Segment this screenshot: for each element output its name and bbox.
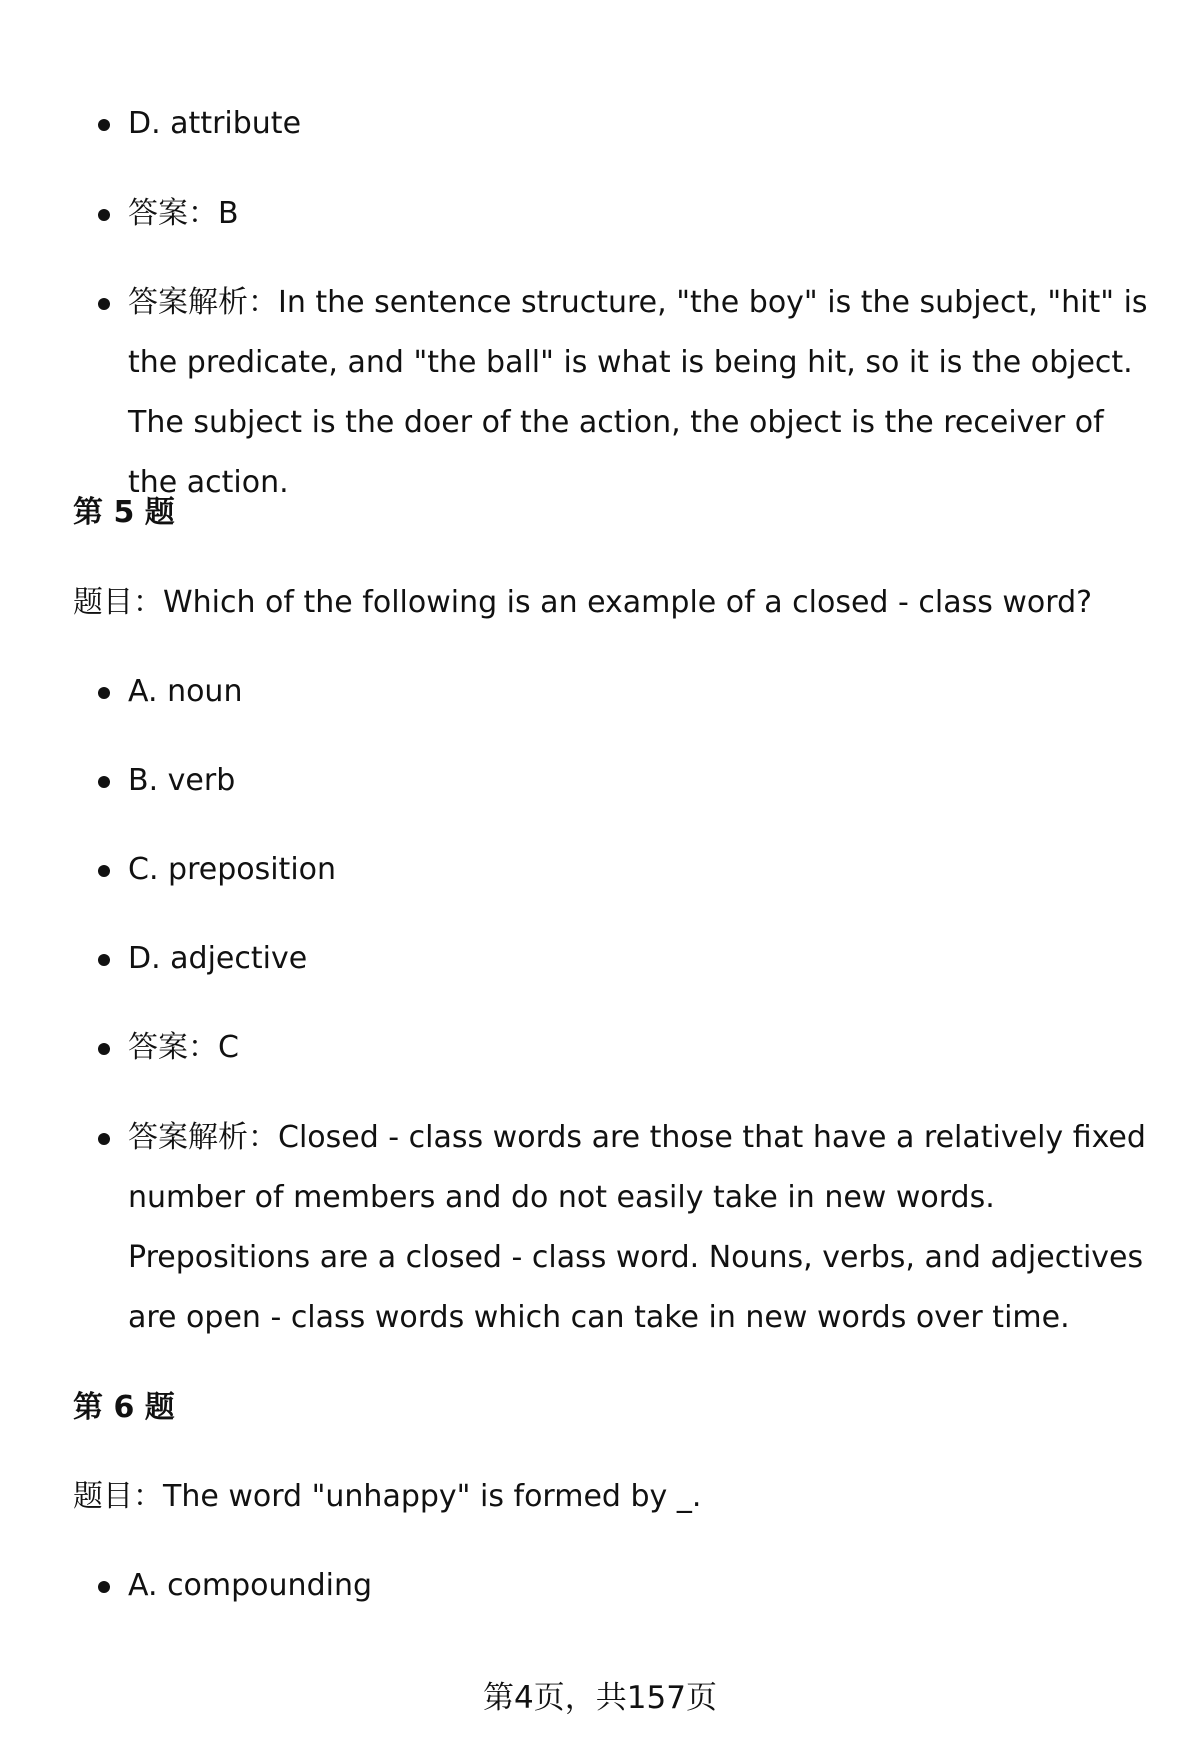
bullet-icon — [98, 209, 110, 221]
question-6-prompt: 题目：The word "unhappy" is formed by _. — [73, 1479, 702, 1514]
option-text: A. noun — [128, 674, 243, 709]
answer-text: 答案：B — [128, 196, 239, 231]
option-text: A. compounding — [128, 1568, 372, 1603]
explanation-item — [128, 1108, 1148, 1348]
option-a — [128, 1556, 1148, 1616]
page-number-footer: 第4页，共157页 — [483, 1680, 717, 1716]
question-6-heading: 第 6 题 — [73, 1390, 175, 1425]
explanation-text: 答案解析：Closed - class words are those that have a relatively fixed number of members and do not easily take in new words. Prepositions are a closed - class word. Nouns, verbs, and adjectives are open - class words which can take in new words over time. — [128, 1120, 1146, 1335]
bullet-icon — [98, 119, 110, 131]
option-text: D. adjective — [128, 941, 308, 976]
bullet-icon — [98, 298, 110, 310]
option-text: C. preposition — [128, 852, 337, 887]
question-5-heading: 第 5 题 — [73, 495, 175, 530]
bullet-icon — [98, 865, 110, 877]
answer-item — [128, 184, 1148, 244]
bullet-icon — [98, 954, 110, 966]
option-text: D. attribute — [128, 106, 302, 141]
answer-text: 答案：C — [128, 1030, 239, 1065]
option-c — [128, 840, 1148, 900]
explanation-text: 答案解析：In the sentence structure, "the boy" is the subject, "hit" is the predicate, and "the ball" is what is being hit, so it is the object. The subject is the doer of the action, the object is the receiver of the action. — [128, 285, 1148, 500]
explanation-item — [128, 273, 1148, 513]
bullet-icon — [98, 776, 110, 788]
bullet-icon — [98, 1133, 110, 1145]
answer-item — [128, 1018, 1148, 1078]
option-b — [128, 751, 1148, 811]
bullet-icon — [98, 1581, 110, 1593]
question-5-prompt: 题目：Which of the following is an example of a closed - class word? — [73, 585, 1093, 620]
option-text: B. verb — [128, 763, 236, 798]
bullet-icon — [98, 687, 110, 699]
option-d — [128, 929, 1148, 989]
bullet-icon — [98, 1043, 110, 1055]
option-a — [128, 662, 1148, 722]
option-d — [128, 94, 1148, 154]
